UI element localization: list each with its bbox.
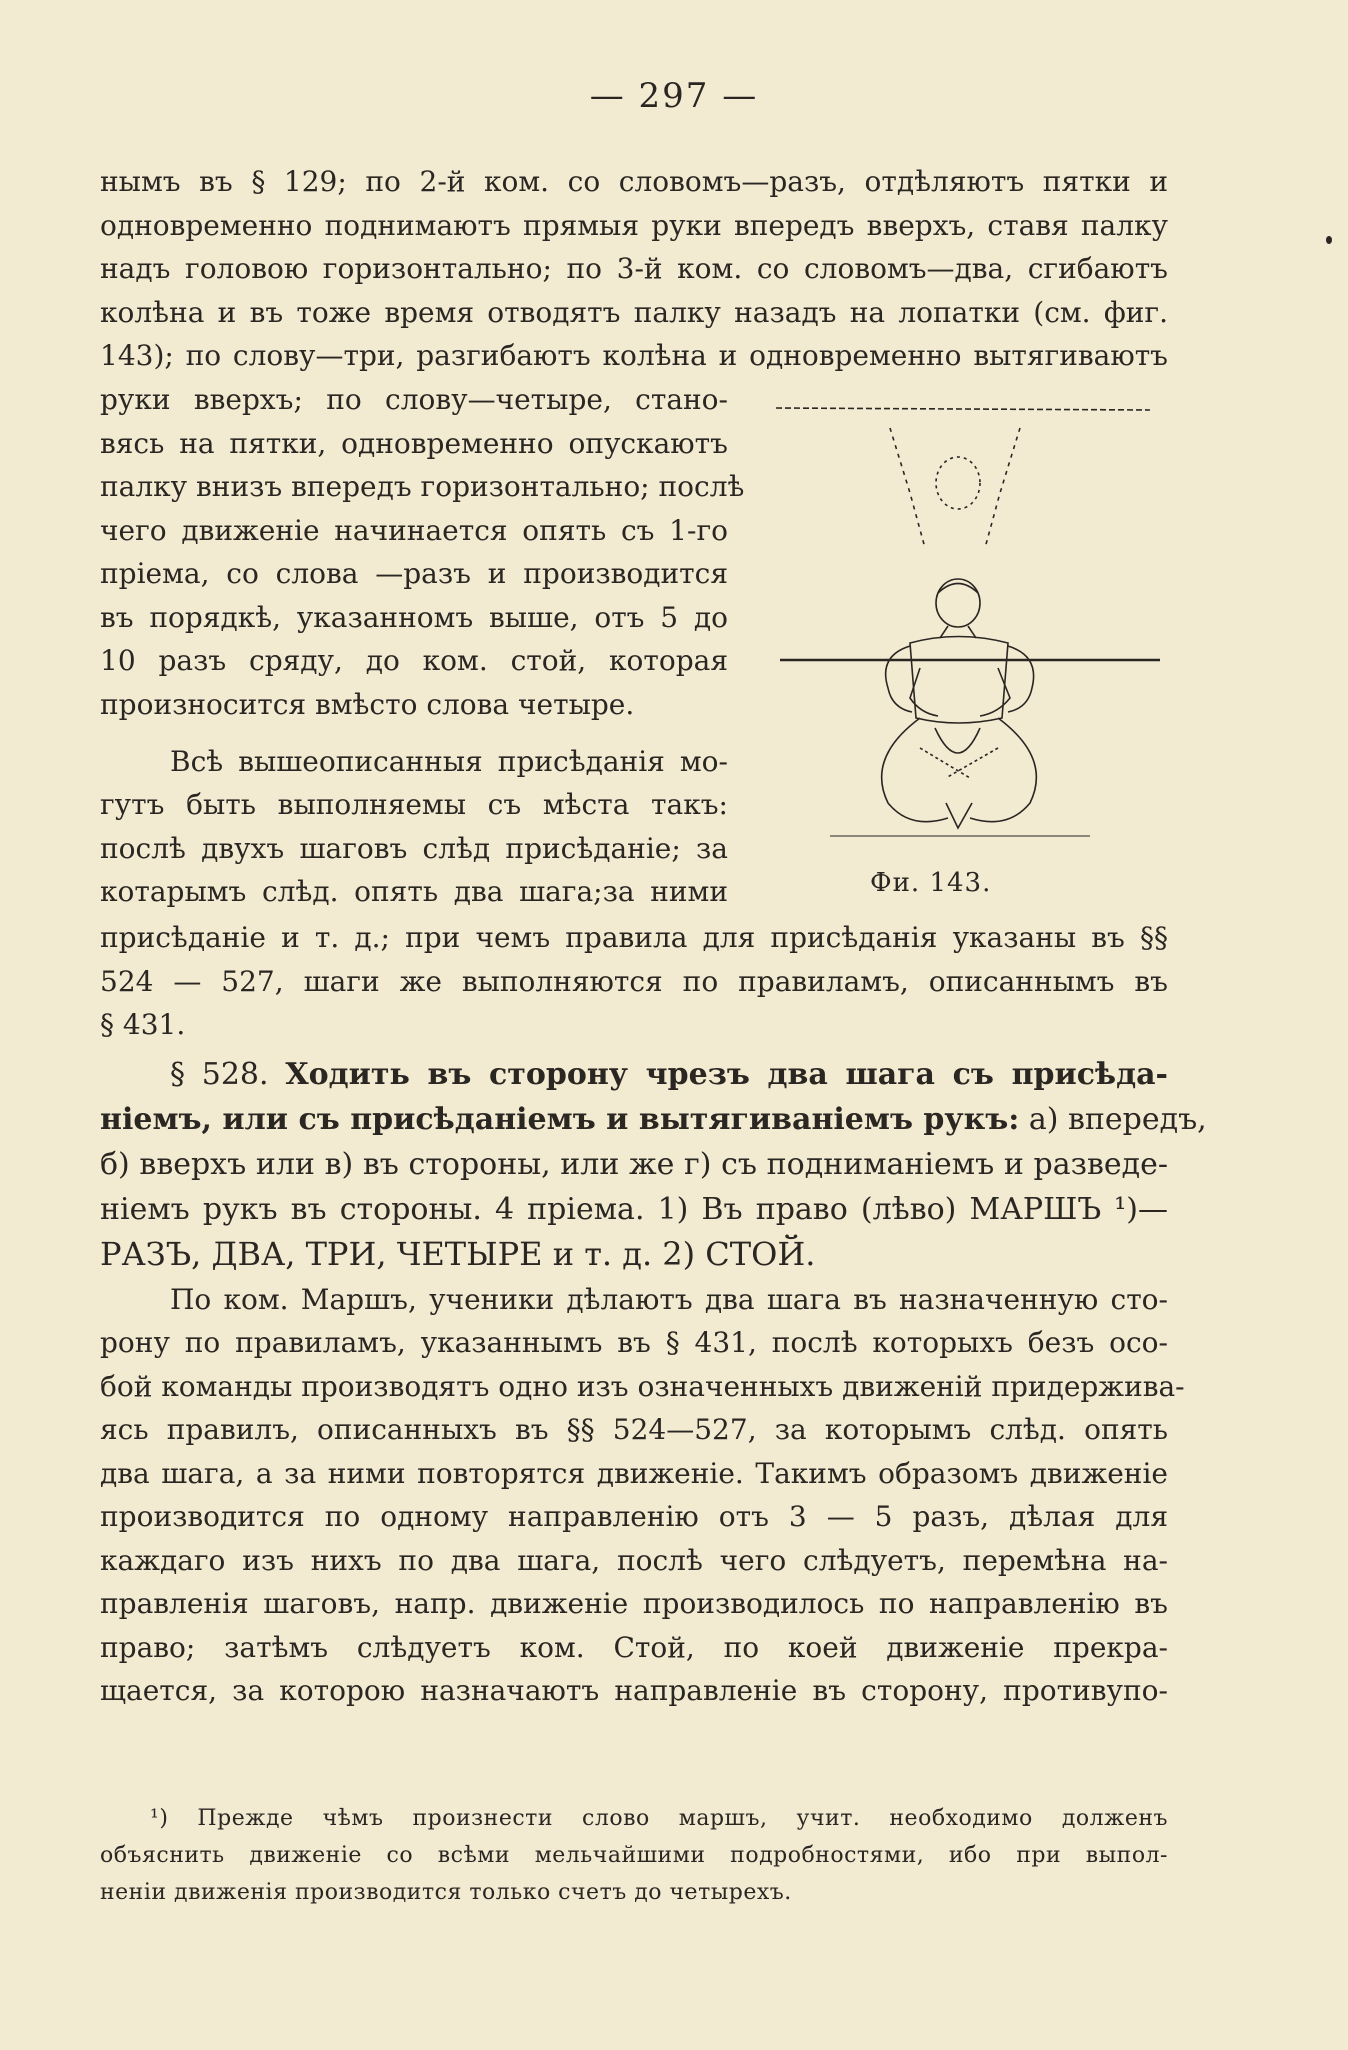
text-line: РАЗЪ, ДВА, ТРИ, ЧЕТЫРЕ и т. д. 2) СТОЙ. bbox=[100, 1235, 816, 1273]
text-line: ясь правилъ, описанныхъ въ §§ 524—527, за которымъ слѣд. опять bbox=[100, 1413, 1168, 1446]
paragraph-intro bbox=[100, 160, 1168, 378]
gymnast-illustration bbox=[770, 398, 1170, 838]
text-line: произносится вмѣсто слова четыре. bbox=[100, 687, 635, 721]
text-line: нымъ въ § 129; по 2-й ком. со словомъ—разъ, отдѣляютъ пятки и bbox=[100, 165, 1168, 198]
text-line: правленія шаговъ, напр. движеніе производилось по направленію въ bbox=[100, 1587, 1168, 1620]
page-number: — 297 — bbox=[589, 76, 759, 116]
text-line: надъ головою горизонтально; по 3-й ком. со словомъ—два, сгибаютъ bbox=[100, 252, 1168, 285]
text-line: въ порядкѣ, указанномъ выше, отъ 5 до bbox=[100, 600, 728, 634]
paragraph-squats bbox=[100, 740, 728, 784]
text-line: бой команды производятъ одно изъ означенныхъ движеній придержива- bbox=[100, 1369, 1185, 1403]
text-line: б) вверхъ или в) въ стороны, или же г) съ подниманіемъ и разведе- bbox=[100, 1147, 1168, 1182]
footnote-line: ¹) Прежде чѣмъ произнести слово маршъ, учит. необходимо долженъ bbox=[150, 1806, 1168, 1831]
text-line: 10 разъ сряду, до ком. стой, которая bbox=[100, 644, 728, 677]
text-line: щается, за которою назначаютъ направленіе въ сторону, противупо- bbox=[100, 1674, 1168, 1707]
paragraph-squats-cont bbox=[100, 783, 728, 914]
text-line: 524 — 527, шаги же выполняются по правиламъ, описаннымъ въ bbox=[100, 964, 1168, 998]
section-title-line: ніемъ, или съ присѣданіемъ и вытягиваніемъ рукъ: а) впередъ, bbox=[100, 1102, 1207, 1137]
text-line: два шага, а за ними повторятся движеніе. Такимъ образомъ движеніе bbox=[100, 1456, 1168, 1490]
paragraph-march-first bbox=[100, 1278, 1168, 1322]
text-line: гутъ быть выполняемы съ мѣста такъ: bbox=[100, 788, 728, 821]
paragraph-wrapped-left bbox=[100, 378, 745, 726]
section-528 bbox=[100, 1052, 1207, 1277]
footnote bbox=[100, 1800, 1168, 1911]
text-line: Всѣ вышеописанныя присѣданія мо- bbox=[170, 745, 728, 778]
text-line: котарымъ слѣд. опять два шага;за ними bbox=[100, 875, 728, 908]
text-line: производится по одному направленію отъ 3 — 5 разъ, дѣлая для bbox=[100, 1500, 1168, 1533]
section-title-bold: ніемъ, или съ присѣданіемъ и вытягиваніемъ рукъ: bbox=[100, 1102, 1020, 1137]
text-line: По ком. Маршъ, ученики дѣлаютъ два шага въ назначенную сто- bbox=[170, 1283, 1168, 1316]
text-line: руки вверхъ; по слову—четыре, стано- bbox=[100, 383, 728, 416]
paragraph-squats-end bbox=[100, 916, 1168, 1047]
text-line: пріема, со слова —разъ и производится bbox=[100, 557, 728, 590]
figure-caption: Фи. 143. bbox=[870, 868, 992, 898]
text-line: вясь на пятки, одновременно опускаютъ bbox=[100, 426, 728, 460]
section-title: Ходить въ сторону чрезъ два шага съ присѣда- bbox=[285, 1057, 1168, 1092]
paragraph-march bbox=[100, 1321, 1185, 1713]
text-line: послѣ двухъ шаговъ слѣд присѣданіе; за bbox=[100, 831, 728, 865]
ink-spot bbox=[1326, 236, 1332, 244]
text-line: палку внизъ впередъ горизонтально; послѣ bbox=[100, 470, 745, 503]
text-line: рону по правиламъ, указаннымъ въ § 431, послѣ которыхъ безъ осо- bbox=[100, 1326, 1168, 1359]
section-title-line bbox=[100, 1052, 1168, 1097]
text-line: 143); по слову—три, разгибаютъ колѣна и одновременно вытягиваютъ bbox=[100, 339, 1168, 372]
text-line: каждаго изъ нихъ по два шага, послѣ чего слѣдуетъ, перемѣна на- bbox=[100, 1543, 1168, 1577]
figure-143 bbox=[770, 398, 1170, 868]
text-line: колѣна и въ тоже время отводятъ палку назадъ на лопатки (см. фиг. bbox=[100, 295, 1168, 329]
footnote-line: неніи движенія производится только счетъ до четырехъ. bbox=[100, 1880, 792, 1905]
text-line: § 431. bbox=[100, 1008, 186, 1041]
text-line: одновременно поднимаютъ прямыя руки впередъ вверхъ, ставя палку bbox=[100, 208, 1168, 242]
text-line: право; затѣмъ слѣдуетъ ком. Стой, по коей движеніе прекра- bbox=[100, 1630, 1168, 1664]
text-line: ніемъ рукъ въ стороны. 4 пріема. 1) Въ право (лѣво) МАРШЪ ¹)— bbox=[100, 1192, 1168, 1227]
text-line: присѣданіе и т. д.; при чемъ правила для присѣданія указаны въ §§ bbox=[100, 921, 1168, 954]
text-line: чего движеніе начинается опять съ 1-го bbox=[100, 513, 728, 547]
footnote-line: объяснить движеніе со всѣми мельчайшими подробностями, ибо при выпол- bbox=[100, 1843, 1168, 1868]
section-number: § 528. bbox=[170, 1057, 269, 1092]
